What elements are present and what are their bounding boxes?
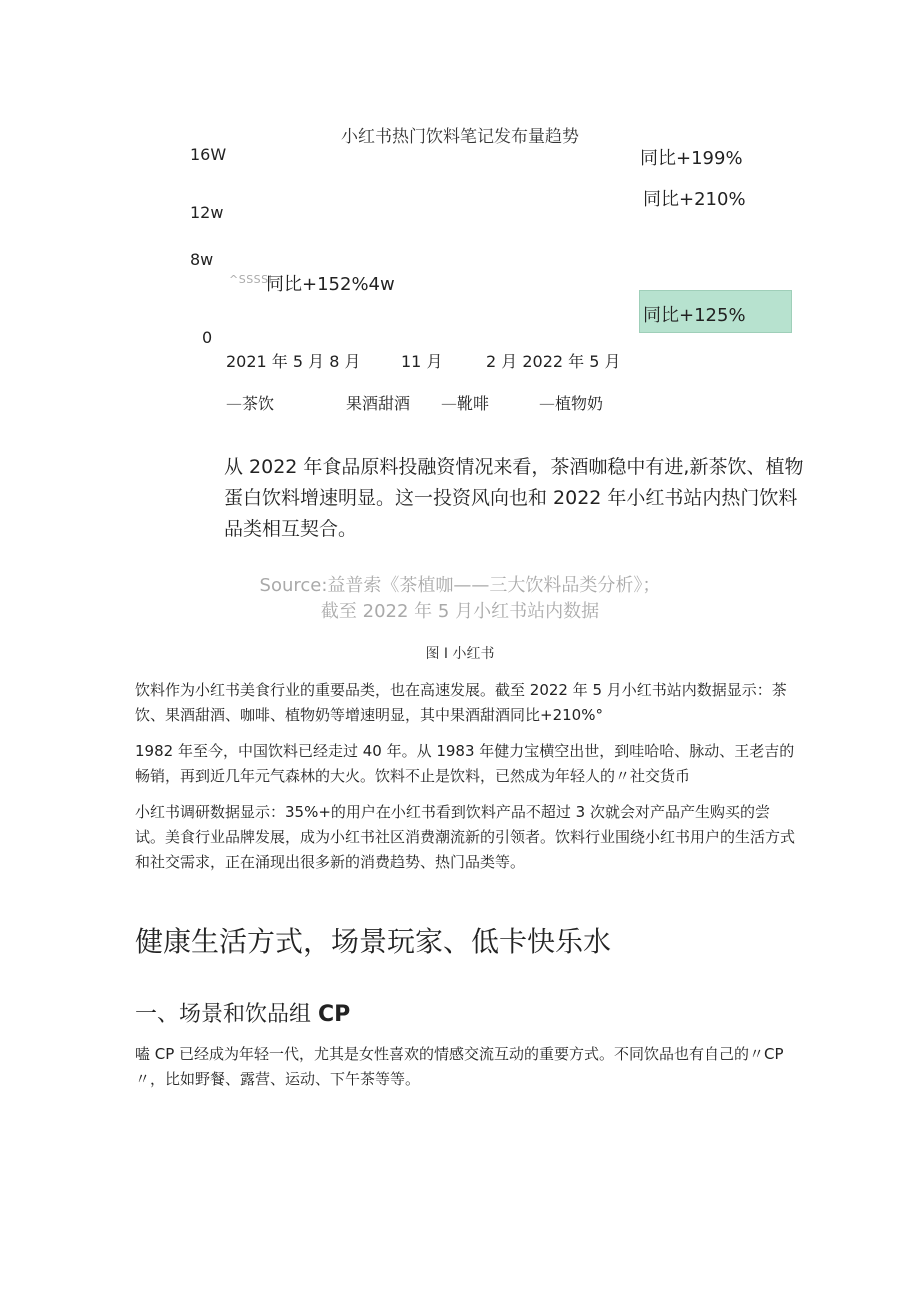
legend-item-plant-milk (539, 391, 603, 414)
faint-legend-artifact: ^SSSSI (229, 273, 273, 286)
y-tick-12w: 12w (190, 203, 224, 222)
body-paragraph-4: 嗑 CP 已经成为年轻一代，尤其是女性喜欢的情感交流互动的重要方式。不同饮品也有自己的〃CP〃，比如野餐、露营、运动、下午茶等等。 (135, 1045, 784, 1088)
y-tick-4w: 4w (368, 274, 395, 295)
legend-label: 果酒甜酒 (346, 394, 411, 413)
body-paragraph-2: 1982 年至今，中国饮料已经走过 40 年。从 1983 年健力宝横空出世，到哇哈哈、脉动、王老吉的畅销，再到近几年元气森林的大火。饮料不止是饮料，已然成为年轻人的〃社交货币 (135, 742, 795, 785)
legend-dash-icon: — (226, 394, 242, 413)
y-tick-0: 0 (202, 328, 213, 347)
legend-item-fruit-wine (346, 391, 410, 414)
y-tick-16w: 16W (190, 145, 227, 164)
legend-label: 茶饮 (242, 394, 275, 413)
annotation-210: 同比+210% (643, 189, 746, 210)
legend-label: 靴啡 (457, 394, 490, 413)
chart-summary-paragraph: 从 2022 年食品原料投融资情况来看，茶酒咖稳中有进,新茶饮、植物蛋白饮料增速明显。这一投资风向也和 2022 年小红书站内热门饮料品类相互契合。 (224, 456, 804, 540)
body-paragraph-1: 饮料作为小红书美食行业的重要品类，也在高速发展。截至 2022 年 5 月小红书站内数据显示：茶饮、果酒甜酒、咖啡、植物奶等增速明显，其中果酒甜酒同比+210%° (135, 681, 787, 724)
legend-item-coffee (441, 391, 489, 414)
body-paragraph-3: 小红书调研数据显示：35%+的用户在小红书看到饮料产品不超过 3 次就会对产品产生购买的尝试。美食行业品牌发展，成为小红书社区消费潮流新的引领者。饮料行业围绕小红书用户的生活方式和社交需求，正在涌现出很多新的消费趋势、热门品类等。 (135, 803, 796, 871)
annotation-125: 同比+125% (643, 305, 746, 326)
legend-dash-icon: — (441, 394, 457, 413)
figure-caption: 图 I 小红书 (425, 646, 495, 662)
chart-title: 小红书热门饮料笔记发布量趋势 (341, 127, 579, 147)
x-label-2022: 2 月 2022 年 5 月 (486, 352, 621, 371)
x-label-2021: 2021 年 5 月 8 月 (226, 352, 361, 371)
x-label-nov: 11 月 (401, 352, 443, 371)
legend-dash-icon: — (539, 394, 555, 413)
y-tick-8w: 8w (190, 250, 214, 269)
annotation-199: 同比+199% (640, 148, 743, 169)
section-heading: 健康生活方式，场景玩家、低卡快乐水 (135, 925, 612, 958)
legend-label: 植物奶 (555, 394, 604, 413)
subsection-heading-bold: CP (318, 1002, 351, 1027)
legend-item-tea (226, 391, 274, 414)
subsection-heading (135, 997, 350, 1028)
annotation-152 (266, 270, 395, 296)
source-line-1: Source:益普索《茶植咖——三大饮料品类分析》； (259, 575, 661, 596)
subsection-heading-text: 一、场景和饮品组 (135, 1002, 318, 1027)
source-line-2: 截至 2022 年 5 月小红书站内数据 (320, 601, 600, 622)
annotation-152-text: 同比+152% (266, 274, 369, 295)
